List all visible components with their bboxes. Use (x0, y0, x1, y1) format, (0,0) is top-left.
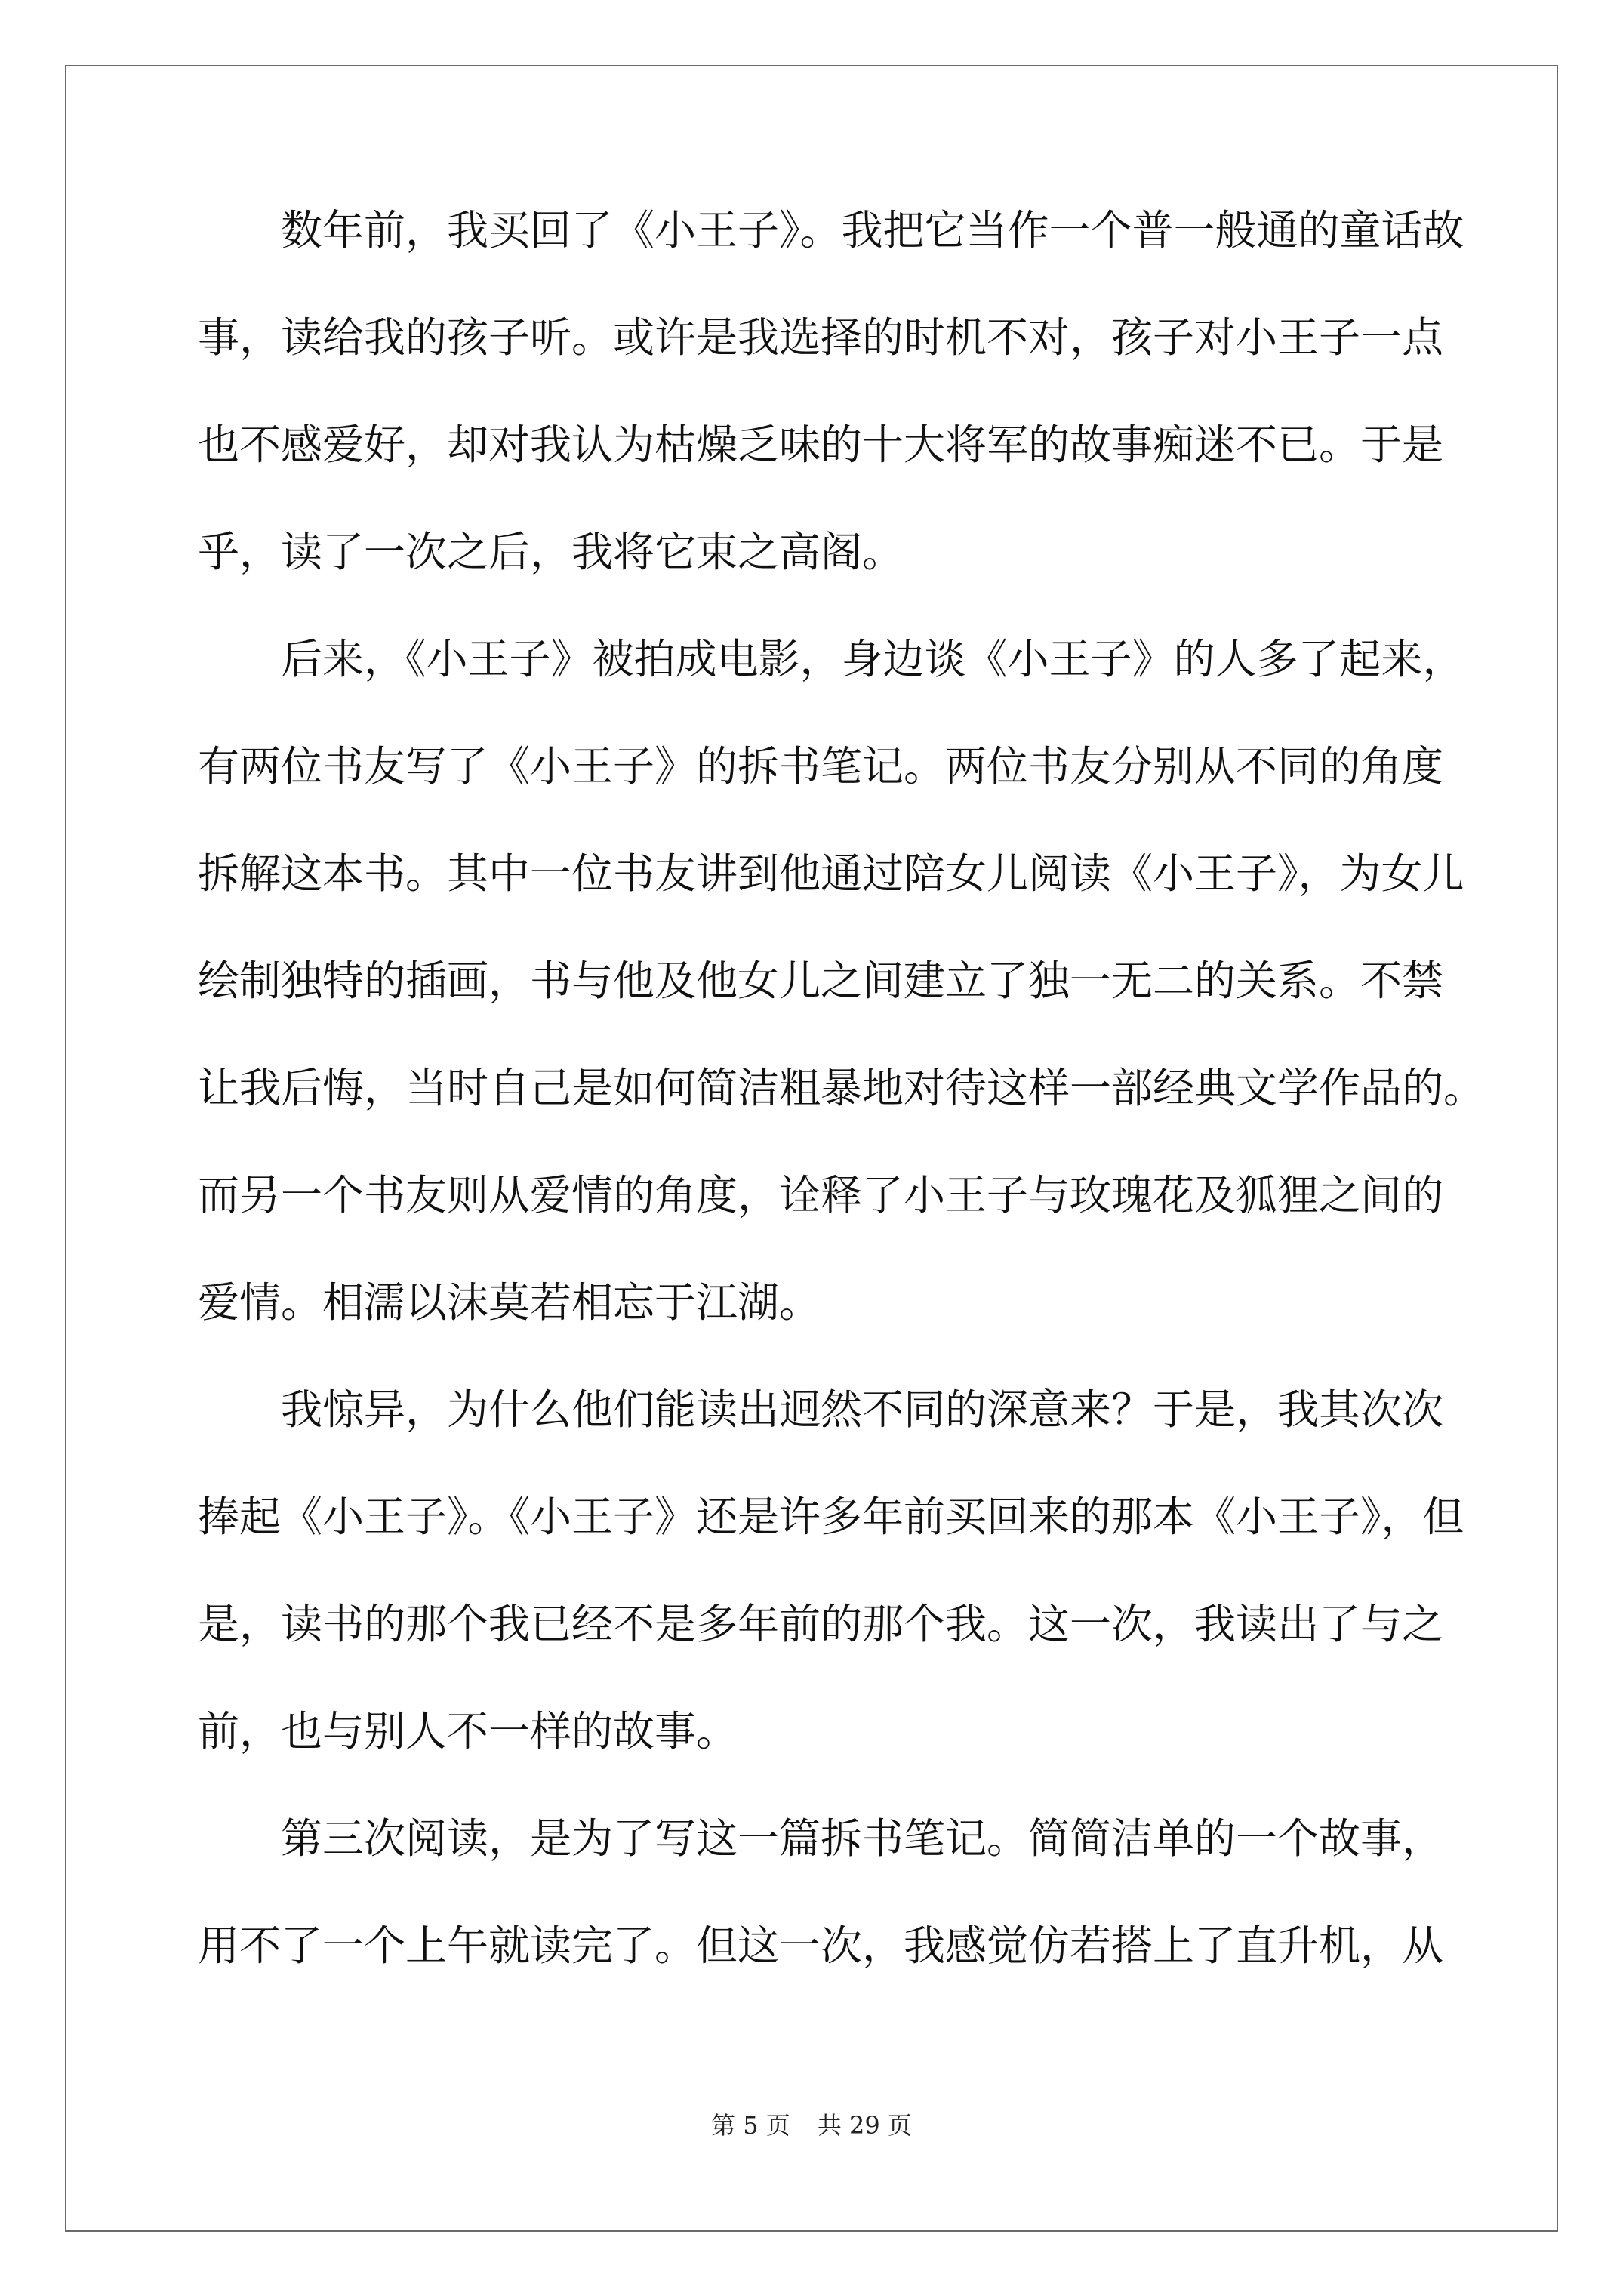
paragraph-line: 前，也与别人不一样的故事。 (198, 1707, 738, 1755)
paragraph-line: 用不了一个上午就读完了。但这一次，我感觉仿若搭上了直升机，从 (198, 1922, 1444, 1970)
paragraph-line: 第三次阅读，是为了写这一篇拆书笔记。简简洁单的一个故事， (281, 1814, 1444, 1863)
page-total: 共 29 页 (817, 2111, 912, 2140)
paragraph-line: 捧起《小王子》。《小王子》还是许多年前买回来的那本《小王子》，但 (198, 1493, 1464, 1541)
paragraph-line: 爱情。相濡以沫莫若相忘于江湖。 (198, 1278, 821, 1327)
paragraph-line: 而另一个书友则从爱情的角度，诠释了小王子与玫瑰花及狐狸之间的 (198, 1171, 1444, 1219)
paragraph-line: 让我后悔，当时自己是如何简洁粗暴地对待这样一部经典文学作品的。 (198, 1064, 1486, 1112)
paragraph-line: 数年前，我买回了《小王子》。我把它当作一个普一般通的童话故 (281, 206, 1464, 254)
paragraph-line: 乎，读了一次之后，我将它束之高阁。 (198, 528, 904, 576)
paragraph-line: 事，读给我的孩子听。或许是我选择的时机不对，孩子对小王子一点 (198, 313, 1444, 362)
paragraph-line: 有两位书友写了《小王子》的拆书笔记。两位书友分别从不同的角度 (198, 742, 1444, 791)
paragraph-line: 绘制独特的插画，书与他及他女儿之间建立了独一无二的关系。不禁 (198, 957, 1444, 1005)
page-footer (0, 2110, 1623, 2140)
paragraph-line: 也不感爱好，却对我认为枯燥乏味的十大将军的故事痴迷不已。于是 (198, 421, 1444, 469)
page-frame (65, 65, 1558, 2232)
paragraph-line: 拆解这本书。其中一位书友讲到他通过陪女儿阅读《小王子》，为女儿 (198, 849, 1464, 898)
paragraph-line: 后来，《小王子》被拍成电影，身边谈《小王子》的人多了起来， (281, 635, 1464, 683)
page-number: 第 5 页 (711, 2111, 790, 2140)
paragraph-line: 是，读书的那个我已经不是多年前的那个我。这一次，我读出了与之 (198, 1600, 1444, 1648)
paragraph-line: 我惊异，为什么他们能读出迥然不同的深意来？于是，我其次次 (281, 1385, 1444, 1434)
